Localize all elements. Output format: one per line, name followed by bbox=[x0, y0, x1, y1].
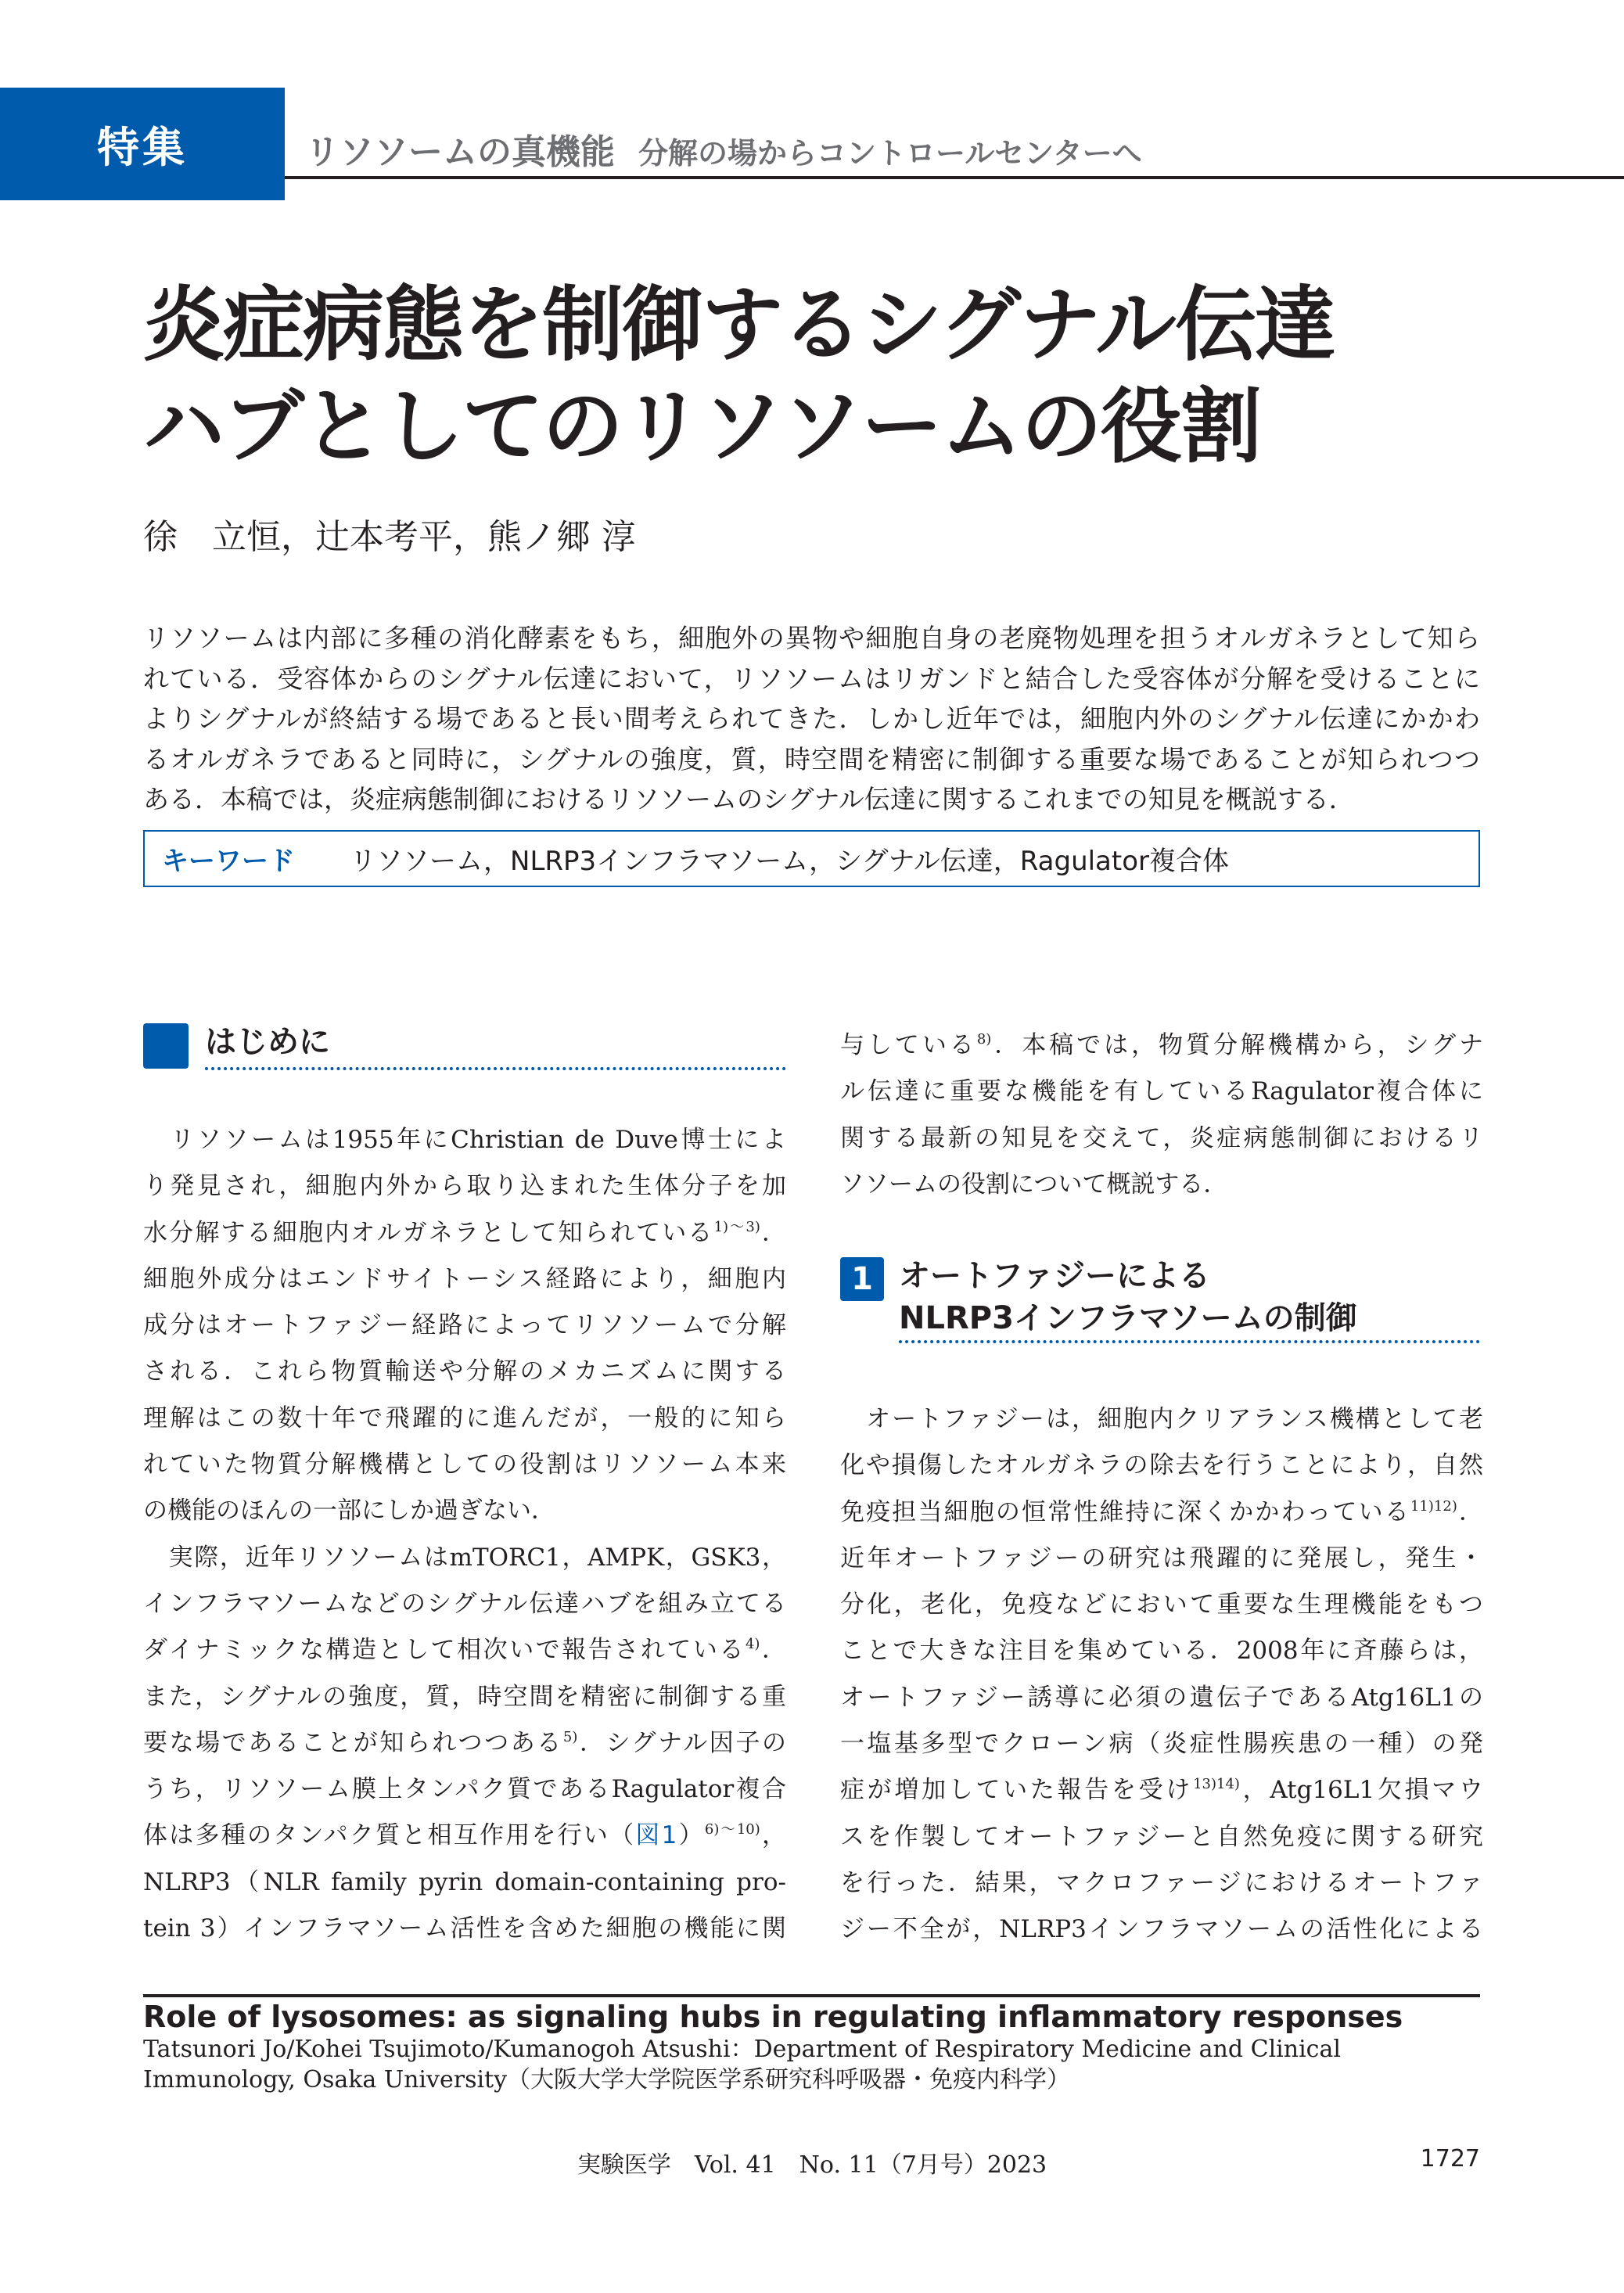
body-line: 水分解する細胞内オルガネラとして知られている$^{1)\sim 3)}$． bbox=[143, 1218, 787, 1247]
body-line: うち，リソソーム膜上タンパク質であるRagulator複合 bbox=[143, 1775, 786, 1804]
reference-citation[interactable]: 5) bbox=[562, 1728, 578, 1745]
body-line: 一塩基多型でクローン病（炎症性腸疾患の一種）の発 bbox=[840, 1730, 1483, 1759]
abstract bbox=[143, 618, 1480, 820]
body-line: 成分はオートファジー経路によってリソソームで分解 bbox=[143, 1311, 786, 1340]
title-line-2: ハブとしてのリソソームの役割 bbox=[143, 379, 1261, 474]
body-line: また，シグナルの強度，質，時空間を精密に制御する重 bbox=[143, 1682, 786, 1711]
body-line: 与している$^{8)}$．本稿では，物質分解機構から，シグナ bbox=[840, 1031, 1483, 1059]
body-line: り発見され，細胞内外から取り込まれた生体分子を加 bbox=[143, 1172, 786, 1201]
body-line: 免疫担当細胞の恒常性維持に深くかかわっている$^{11)12)}$． bbox=[840, 1497, 1483, 1526]
body-line: ル伝達に重要な機能を有しているRagulator複合体に bbox=[840, 1077, 1483, 1106]
body-line: スを作製してオートファジーと自然免疫に関する研究 bbox=[840, 1822, 1483, 1851]
body-line: される．これら物質輸送や分解のメカニズムに関する bbox=[143, 1357, 786, 1386]
page-number: 1727 bbox=[1420, 2145, 1480, 2173]
header-rule bbox=[285, 176, 1624, 179]
authors: 徐 立恒，辻本考平，熊ノ郷 淳 bbox=[143, 517, 636, 557]
abstract-line: れている．受容体からのシグナル伝達において，リソソームはリガンドと結合した受容体が分解を受けることに bbox=[143, 663, 1480, 694]
body-line: 実際，近年リソソームはmTORC1，AMPK，GSK3， bbox=[143, 1543, 786, 1572]
article-title bbox=[143, 274, 1335, 477]
title-line-1: 炎症病態を制御するシグナル伝達 bbox=[143, 277, 1335, 372]
section-number-badge: 1 bbox=[840, 1257, 884, 1301]
heading-underline bbox=[205, 1067, 786, 1070]
body-line: tein 3）インフラマソーム活性を含めた細胞の機能に関 bbox=[143, 1914, 786, 1943]
section-heading-1 bbox=[899, 1255, 1357, 1339]
body-line: リソソームは1955年にChristian de Duve博士によ bbox=[143, 1126, 786, 1154]
heading-underline bbox=[899, 1340, 1480, 1343]
reference-citation[interactable]: 8) bbox=[976, 1031, 992, 1048]
body-line: の機能のほんの一部にしか過ぎない． bbox=[143, 1497, 555, 1526]
body-line: 体は多種のタンパク質と相互作用を行い（図1）$^{6)\sim 10)}$， bbox=[143, 1821, 787, 1850]
body-line: ことで大きな注目を集めている．2008年に斉藤らは， bbox=[840, 1637, 1483, 1666]
abstract-line: るオルガネラであると同時に，シグナルの強度，質，時空間を精密に制御する重要な場であることが知られつつ bbox=[143, 743, 1480, 775]
section-heading-line: オートファジーによる bbox=[899, 1258, 1210, 1294]
body-line: 分化，老化，免疫などにおいて重要な生理機能をもつ bbox=[840, 1590, 1483, 1619]
reference-citation[interactable]: 13)14) bbox=[1193, 1776, 1240, 1793]
body-line: 化や損傷したオルガネラの除去を行うことにより，自然 bbox=[840, 1451, 1483, 1480]
body-line: インフラマソームなどのシグナル伝達ハブを組み立てる bbox=[143, 1589, 786, 1618]
reference-citation[interactable]: 11)12) bbox=[1410, 1497, 1457, 1515]
body-line: 要な場であることが知られつつある$^{5)}$．シグナル因子の bbox=[143, 1728, 786, 1757]
series-main-title: リソソームの真機能 bbox=[305, 132, 615, 172]
body-line: ジー不全が，NLRP3インフラマソームの活性化による bbox=[840, 1915, 1483, 1944]
body-line: 症が増加していた報告を受け$^{13)14)}$，Atg16L1欠損マウ bbox=[840, 1776, 1484, 1805]
reference-citation[interactable]: 6)～10) bbox=[704, 1821, 760, 1838]
left-column-body bbox=[143, 1117, 786, 1952]
body-line: オートファジー誘導に必須の遺伝子であるAtg16L1の bbox=[840, 1683, 1483, 1712]
journal-footer: 実験医学 Vol. 41 No. 11（7月号）2023 bbox=[577, 2151, 1047, 2179]
section-heading-line: NLRP3インフラマソームの制御 bbox=[899, 1300, 1357, 1336]
keywords-box bbox=[143, 830, 1480, 887]
body-line: 理解はこの数十年で飛躍的に進んだが，一般的に知ら bbox=[143, 1403, 786, 1432]
body-line: ダイナミックな構造として相次いで報告されている$^{4)}$． bbox=[143, 1636, 786, 1665]
figure-reference-link[interactable]: 図1 bbox=[635, 1821, 677, 1850]
abstract-line: リソソームは内部に多種の消化酵素をもち，細胞外の異物や細胞自身の老廃物処理を担うオルガネラとして知ら bbox=[143, 623, 1481, 653]
section-marker-icon bbox=[143, 1023, 189, 1069]
right-column-body-top bbox=[840, 1023, 1483, 1208]
keywords-text: リソソーム，NLRP3インフラマソーム，シグナル伝達，Ragulator複合体 bbox=[350, 846, 1230, 877]
body-line: れていた物質分解機構としての役割はリソソーム本来 bbox=[143, 1450, 786, 1479]
body-line: NLRP3（NLR family pyrin domain-containing pro- bbox=[143, 1867, 786, 1896]
body-line: 細胞外成分はエンドサイトーシス経路により，細胞内 bbox=[143, 1264, 786, 1293]
reference-citation[interactable]: 1)～3) bbox=[713, 1218, 760, 1235]
body-line: 関する最新の知見を交えて，炎症病態制御におけるリ bbox=[840, 1123, 1483, 1152]
keywords-label: キーワード bbox=[162, 846, 295, 877]
author-affiliation: Tatsunori Jo/Kohei Tsujimoto/Kumanogoh Atsushi：Department of Respiratory Medicine and Clinical Immunology, Osaka University（大阪大学大学院医学系研究科呼吸器・免疫内科学） bbox=[143, 2036, 1341, 2094]
series-subtitle: 分解の場からコントロールセンターへ bbox=[638, 136, 1142, 171]
english-title: Role of lysosomes: as signaling hubs in regulating inflammatory responses bbox=[143, 2000, 1403, 2034]
abstract-line: ある．本稿では，炎症病態制御におけるリソソームのシグナル伝達に関するこれまでの知見を概説する． bbox=[143, 784, 1355, 814]
body-line: を行った．結果，マクロファージにおけるオートファ bbox=[840, 1868, 1483, 1897]
right-column-body-bottom bbox=[840, 1396, 1483, 1953]
feature-tag: 特集 bbox=[0, 88, 285, 200]
abstract-line: よりシグナルが終結する場であると長い間考えられてきた．しかし近年では，細胞内外のシグナル伝達にかかわ bbox=[143, 703, 1480, 734]
footer-rule bbox=[143, 1994, 1480, 1997]
body-line: オートファジーは，細胞内クリアランス機構として老 bbox=[840, 1405, 1483, 1433]
body-line: ソソームの役割について概説する． bbox=[840, 1170, 1228, 1199]
body-line: 近年オートファジーの研究は飛躍的に発展し，発生・ bbox=[840, 1544, 1483, 1572]
series-title bbox=[305, 124, 1142, 174]
section-heading-intro: はじめに bbox=[205, 1024, 330, 1060]
reference-citation[interactable]: 4) bbox=[745, 1636, 760, 1653]
